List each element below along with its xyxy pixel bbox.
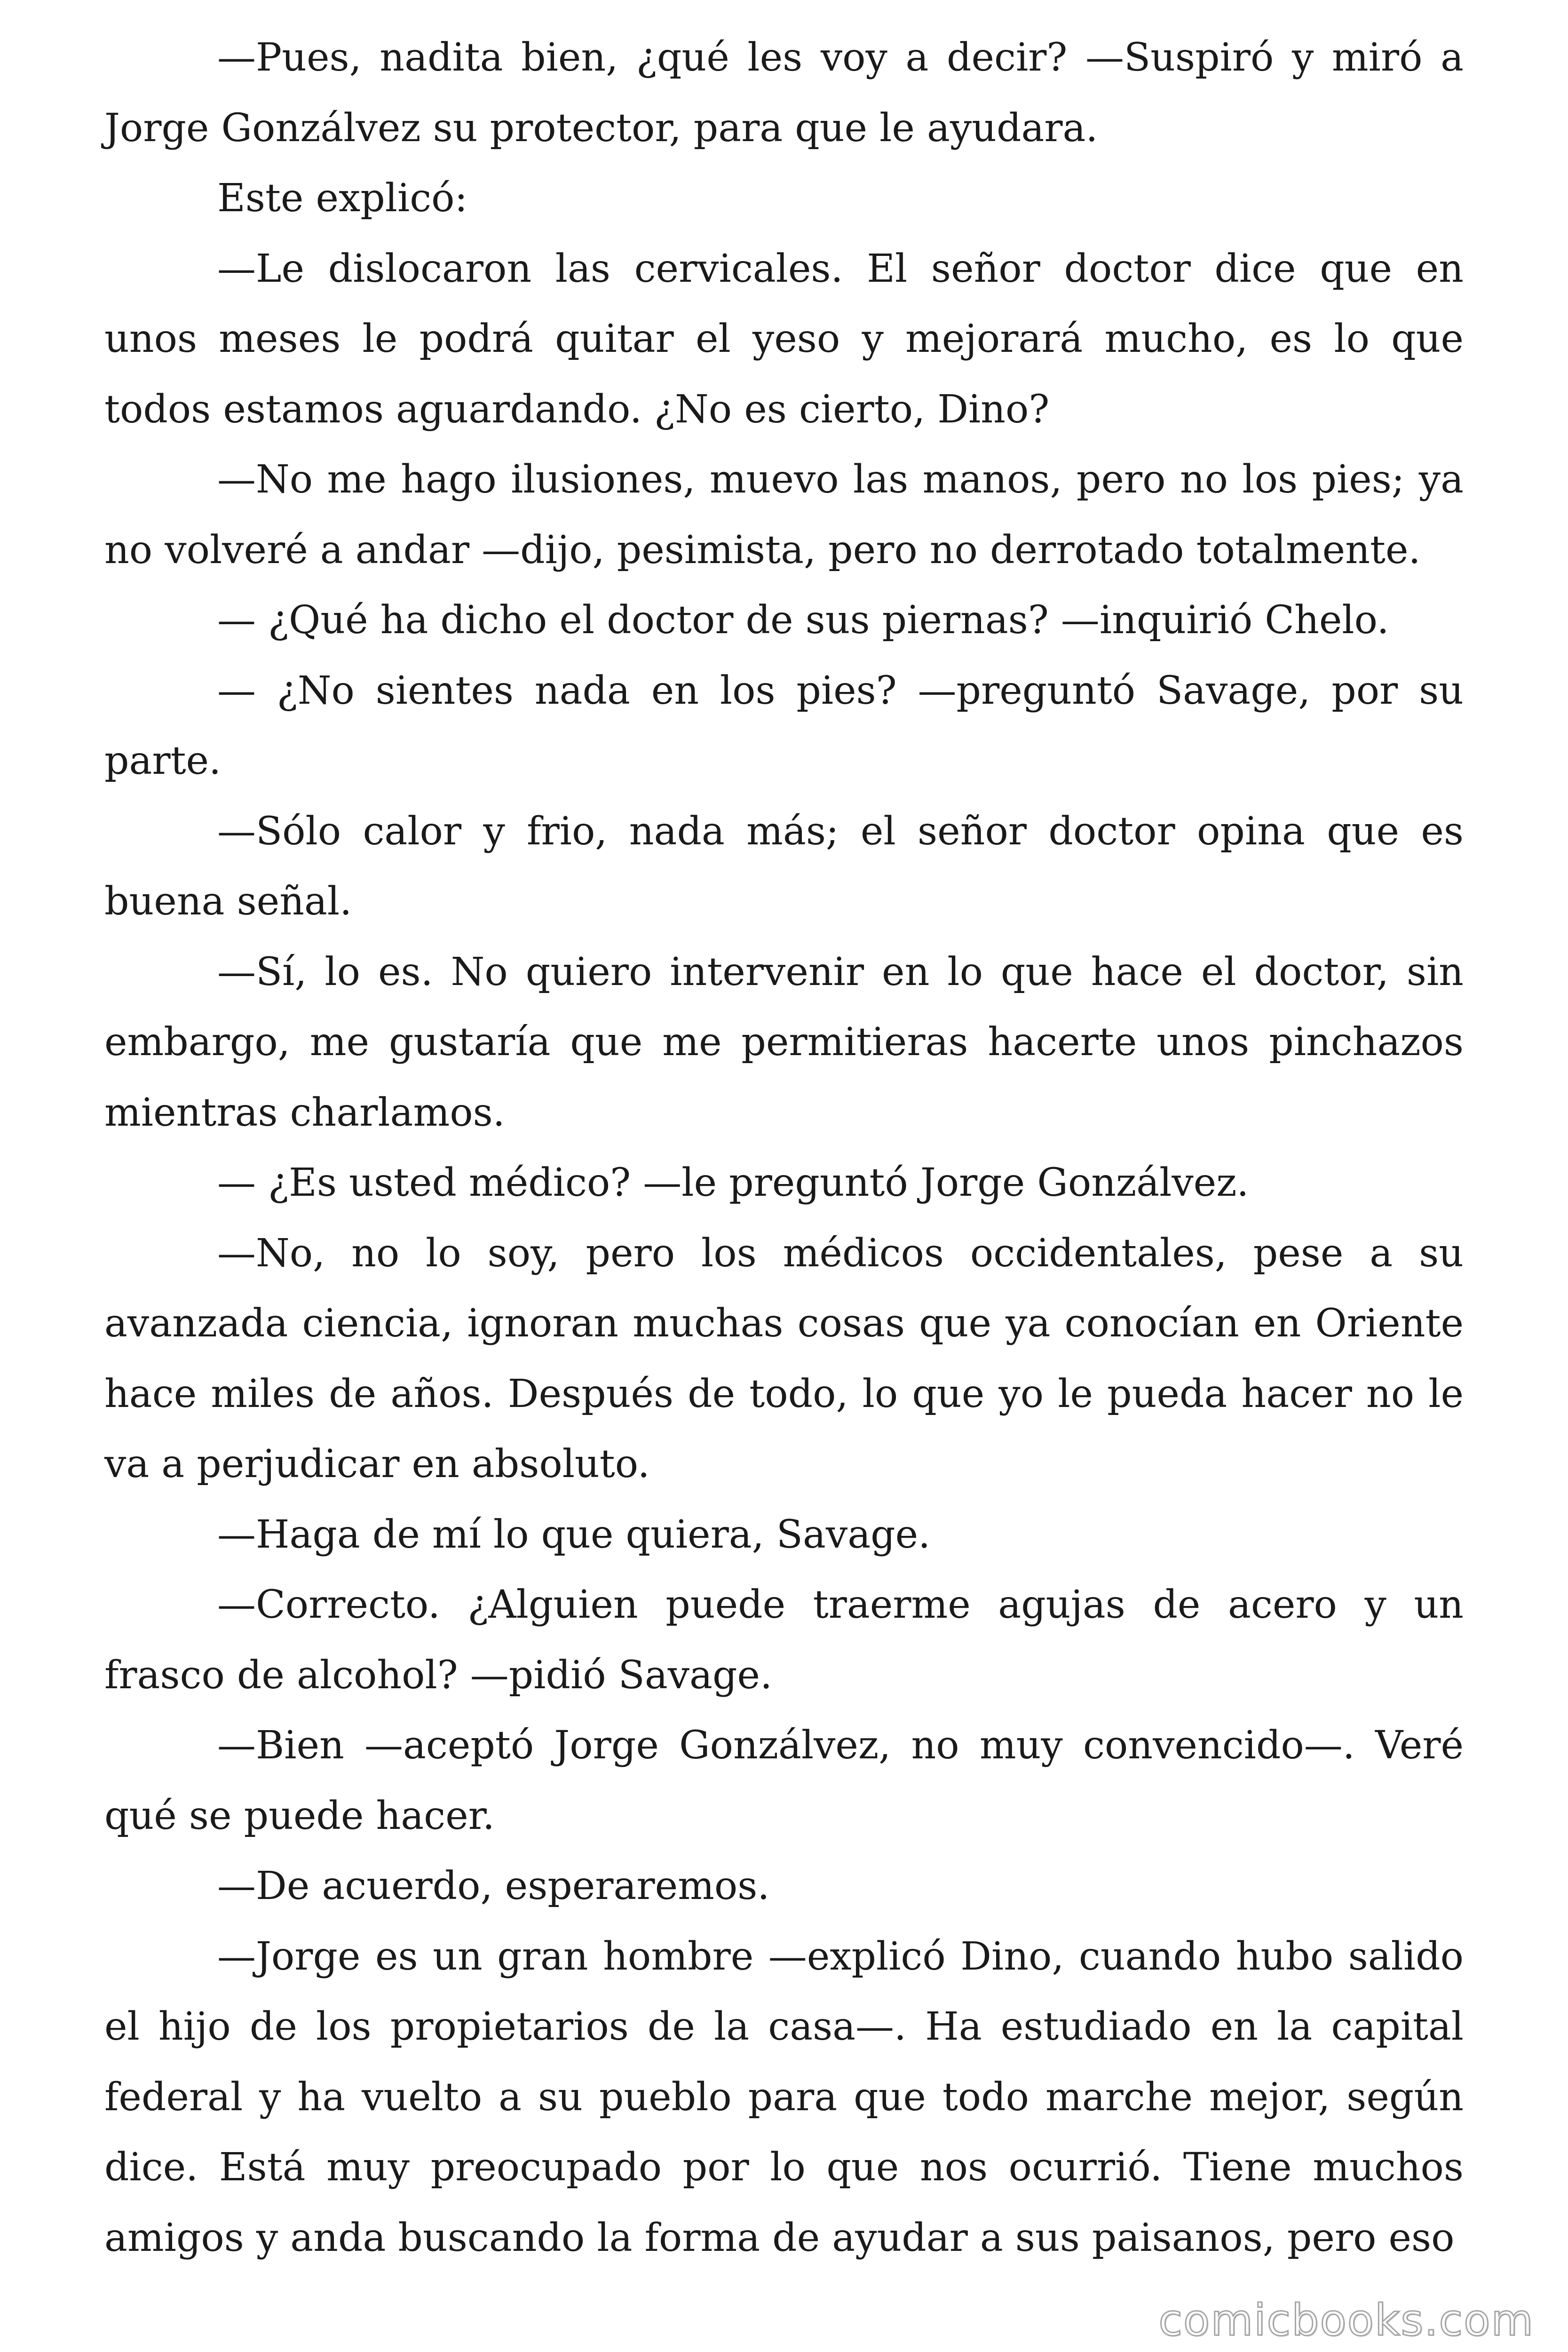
paragraph: —Correcto. ¿Alguien puede traerme agujas de acero y un frasco de alcohol? —pidió Savage. (104, 1582, 1464, 1698)
paragraph: —Bien —aceptó Jorge Gonzálvez, no muy convencido—. Veré qué se puede hacer. (104, 1723, 1464, 1838)
paragraph: —No me hago ilusiones, muevo las manos, pero no los pies; ya no volveré a andar —dijo, pesimista, pero no derrotado totalmente. (104, 457, 1464, 572)
paragraph: —De acuerdo, esperaremos. (217, 1864, 770, 1908)
text-column (104, 23, 1464, 2273)
paragraph: — ¿Qué ha dicho el doctor de sus piernas? —inquirió Chelo. (217, 598, 1389, 643)
paragraph: — ¿Es usted médico? —le preguntó Jorge Gonzálvez. (217, 1160, 1249, 1205)
paragraph: —Pues, nadita bien, ¿qué les voy a decir? —Suspiró y miró a Jorge Gonzálvez su protector, para que le ayudara. (104, 35, 1464, 151)
paragraph: —Jorge es un gran hombre —explicó Dino, cuando hubo salido el hijo de los propietarios de la casa—. Ha estudiado en la capital federal y ha vuelto a su pueblo para que todo marche mejor, según dice. Está muy preocupado por lo que nos ocurrió. Tiene muchos amigos y anda buscando la forma de ayudar a sus paisanos, pero eso (104, 1934, 1464, 2260)
paragraph: —Le dislocaron las cervicales. El señor doctor dice que en unos meses le podrá quitar el yeso y mejorará mucho, es lo que todos estamos aguardando. ¿No es cierto, Dino? (104, 246, 1464, 432)
paragraph: —Haga de mí lo que quiera, Savage. (217, 1512, 931, 1557)
paragraph: —Sí, lo es. No quiero intervenir en lo que hace el doctor, sin embargo, me gustaría que me permitieras hacerte unos pinchazos mientras charlamos. (104, 949, 1464, 1135)
paragraph: — ¿No sientes nada en los pies? —preguntó Savage, por su parte. (104, 668, 1464, 783)
paragraph: Este explicó: (217, 176, 468, 221)
paragraph: —Sólo calor y frio, nada más; el señor doctor opina que es buena señal. (104, 809, 1464, 924)
watermark: comicbooks.com (1158, 2295, 1534, 2345)
paragraph: —No, no lo soy, pero los médicos occidentales, pese a su avanzada ciencia, ignoran muchas cosas que ya conocían en Oriente hace miles de años. Después de todo, lo que yo le pueda hacer no le va a perjudicar en absoluto. (104, 1231, 1464, 1486)
